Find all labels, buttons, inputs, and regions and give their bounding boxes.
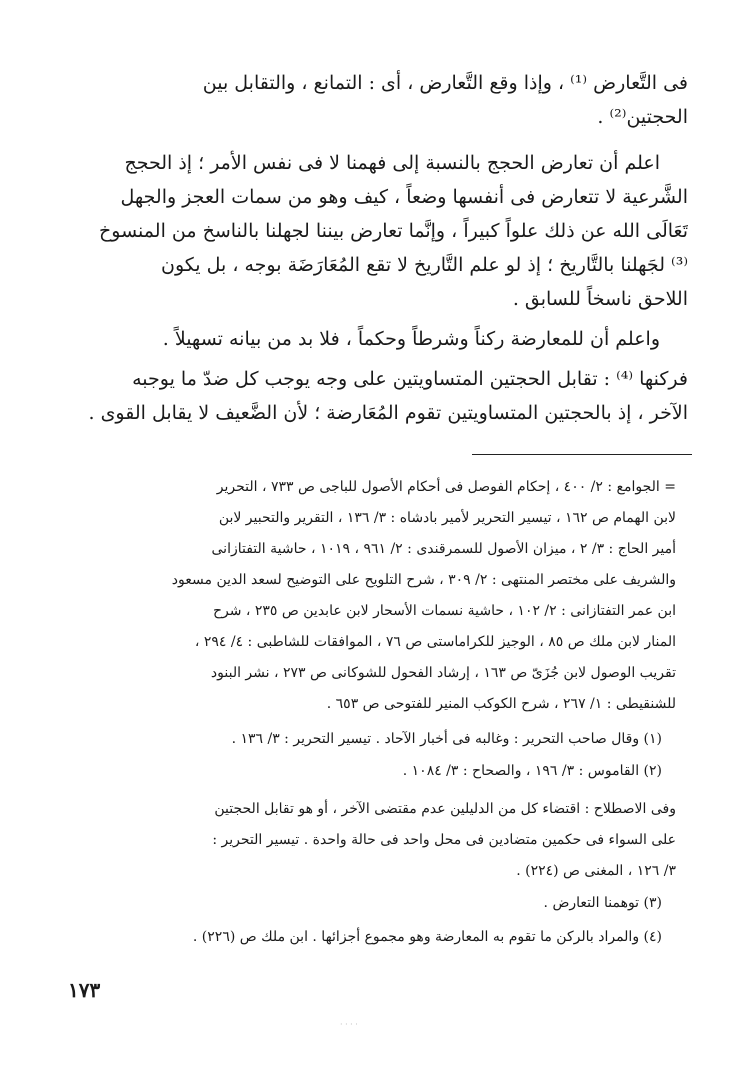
footnote-line: تقريب الوصول لابن جُزَىّ ص ١٦٣ ، إرشاد الفحول للشوكانى ص ٢٧٣ ، نشر البنود: [210, 665, 676, 681]
paragraph-2-line-2: [68, 180, 688, 214]
paragraph-2-line-4: [68, 248, 688, 282]
paragraph-3: [68, 322, 688, 356]
text-line: الشَّرعية لا تتعارض فى أنفسها وضعاً ، كيف وهو من سمات العجز والجهل: [120, 186, 688, 208]
footnote-line: (١) وقال صاحب التحرير : وغالبه فى أخبار الآحاد . تيسير التحرير : ٣/ ١٣٦ .: [231, 731, 662, 747]
footnote-line: والشريف على مختصر المنتهى : ٢/ ٣٠٩ ، شرح التلويح على التوضيح لسعد الدين مسعود: [171, 572, 676, 588]
footnote-1: [76, 724, 676, 755]
footnote-line: = الجوامع : ٢/ ٤٠٠ ، إحكام الفوصل فى أحكام الأصول للباجى ص ٧٣٣ ، التحرير: [216, 479, 676, 495]
footnote-line: للشنقيطى : ١/ ٢٦٧ ، شرح الكوكب المنير للفتوحى ص ٦٥٣ .: [326, 696, 676, 712]
footnote-2-definition: [76, 794, 676, 887]
paragraph-1-line-2: [68, 100, 688, 134]
footnote-line: (٢) القاموس : ٣/ ١٩٦ ، والصحاح : ٣/ ١٠٨٤ .: [402, 763, 662, 779]
footnote-line: لابن الهمام ص ١٦٢ ، تيسير التحرير لأمير بادشاه : ٣/ ١٣٦ ، التقرير والتحبير لابن: [218, 510, 676, 526]
footnote-line: على السواء فى حكمين متضادين فى محل واحد فى حالة واحدة . تيسير التحرير :: [212, 832, 676, 848]
footnote-line: (٤) والمراد بالركن ما تقوم به المعارضة وهو مجموع أجزائها . ابن ملك ص (٢٢٦) .: [192, 929, 662, 945]
text-line: فى التَّعارض ⁽¹⁾ ، وإذا وقع التَّعارض ، أى : التمانع ، والتقابل بين: [202, 72, 688, 94]
footnote-line: (٣) توهمنا التعارض .: [543, 895, 662, 911]
footnote-line: المنار لابن ملك ص ٨٥ ، الوجيز للكراماستى ص ٧٦ ، الموافقات للشاطبى : ٤/ ٢٩٤ ،: [194, 634, 676, 650]
footnote-3: [76, 888, 676, 919]
text-line: الآخر ، إذ بالحجتين المتساويتين تقوم المُعَارضة ؛ لأن الضَّعيف لا يقابل القوى .: [88, 402, 688, 424]
text-line: الحجتين⁽²⁾ .: [597, 106, 688, 128]
footnote-2: [76, 756, 676, 787]
footnote-4: [76, 922, 676, 953]
paragraph-1-line-1: [68, 66, 688, 100]
paragraph-2-line-1: [68, 146, 688, 180]
footnote-separator: [472, 454, 692, 455]
footnote-line: وفى الاصطلاح : اقتضاء كل من الدليلين عدم مقتضى الآخر ، أو هو تقابل الحجتين: [214, 801, 676, 817]
paragraph-2-line-3: [68, 214, 688, 248]
print-mark-decoration: · · · ·: [340, 1020, 358, 1029]
footnote-references: [76, 472, 676, 720]
text-line: ⁽³⁾ لجَهلنا بالتَّاريخ ؛ إذ لو علم التَّاريخ لا تقع المُعَارَضَة بوجه ، بل يكون: [161, 254, 688, 276]
text-line: اللاحق ناسخاً للسابق .: [512, 288, 688, 310]
footnote-line: ٣/ ١٢٦ ، المغنى ص (٢٢٤) .: [516, 863, 676, 879]
text-line: واعلم أن للمعارضة ركناً وشرطاً وحكماً ، فلا بد من بيانه تسهيلاً .: [162, 328, 660, 350]
footnote-line: ابن عمر التفتازانى : ٢/ ١٠٢ ، حاشية نسمات الأسحار لابن عابدين ص ٢٣٥ ، شرح: [212, 603, 676, 619]
page-number: ١٧٣: [68, 978, 101, 1002]
footnote-line: أمير الحاج : ٣/ ٢ ، ميزان الأصول للسمرقندى : ٢/ ٩٦١ ، ١٠١٩ ، حاشية التفتازانى: [211, 541, 676, 557]
text-line: اعلم أن تعارض الحجج بالنسبة إلى فهمنا لا فى نفس الأمر ؛ إذ الحجج: [124, 152, 660, 174]
text-line: تَعَالَى الله عن ذلك علواً كبيراً ، وإنَّما تعارض بيننا لجهلنا بالناسخ من المنسوخ: [99, 220, 688, 242]
text-line: فركنها ⁽⁴⁾ : تقابل الحجتين المتساويتين على وجه يوجب كل ضدّ ما يوجبه: [132, 368, 688, 390]
paragraph-2-line-5: [68, 282, 688, 316]
paragraph-4-line-2: [68, 396, 688, 430]
paragraph-4-line-1: [68, 362, 688, 396]
